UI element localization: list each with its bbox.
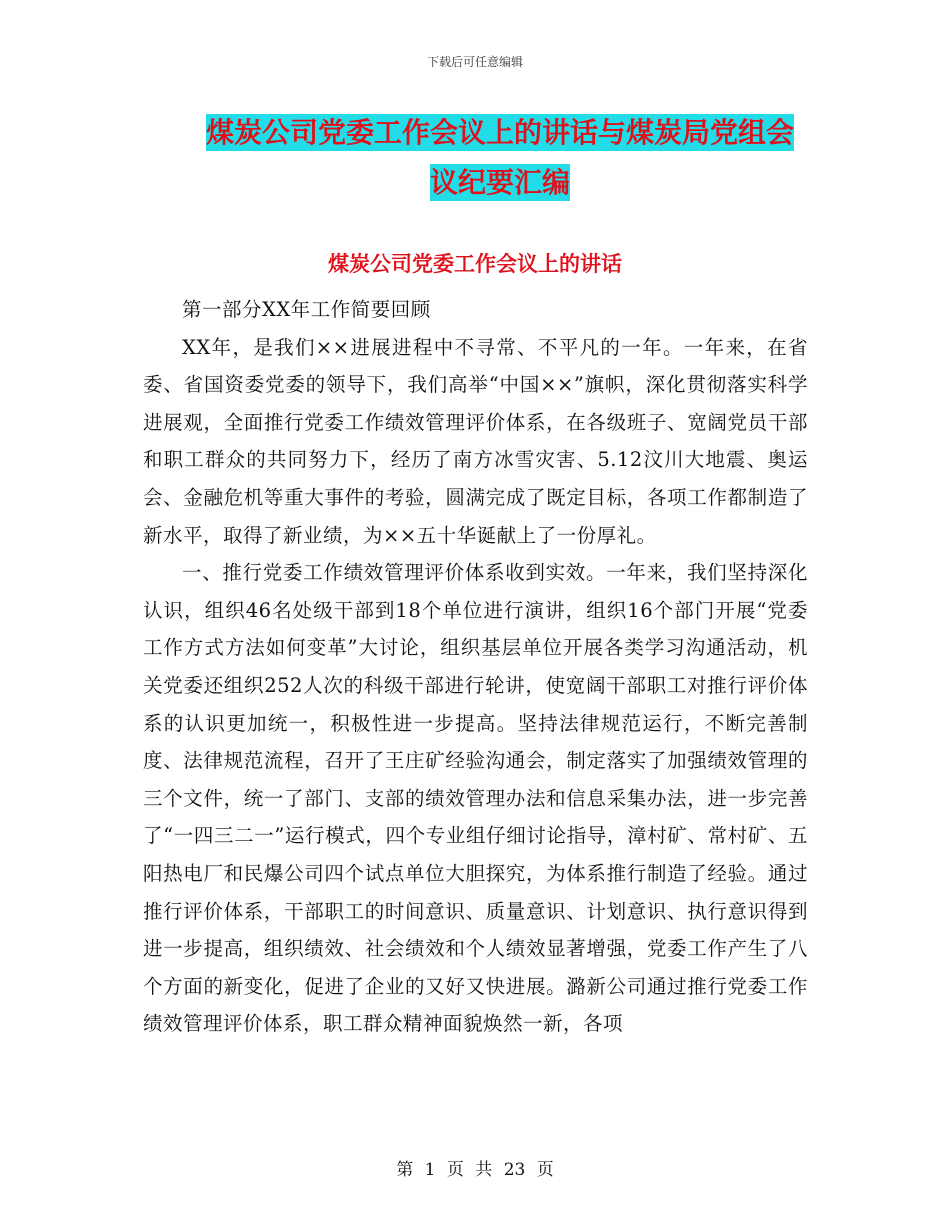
section-title: 煤炭公司党委工作会议上的讲话 xyxy=(328,252,622,276)
body-text xyxy=(143,291,808,1043)
paragraph-heading: 第一部分XX年工作简要回顾 xyxy=(182,298,431,321)
document-title xyxy=(195,108,805,208)
document-title-text: 煤炭公司党委工作会议上的讲话与煤炭局党组会议纪要汇编 xyxy=(205,116,794,199)
page-footer: 第 1 页 共 23 页 xyxy=(396,1160,554,1180)
paragraph: XX年，是我们××进展进程中不寻常、不平凡的一年。一年来，在省委、省国资委党委的领导下，我们高举“中国××”旗帜，深化贯彻落实科学进展观，全面推行党委工作绩效管理评价体系，在各级班子、宽阔党员干部和职工群众的共同努力下，经历了南方冰雪灾害、5.12汶川大地震、奥运会、金融危机等重大事件的考验，圆满完成了既定目标，各项工作都制造了新水平，取得了新业绩，为××五十华诞献上了一份厚礼。 xyxy=(143,335,808,547)
paragraph: 一、推行党委工作绩效管理评价体系收到实效。一年来，我们坚持深化认识，组织46名处级干部到18个单位进行演讲，组织16个部门开展“党委工作方式方法如何变革”大讨论，组织基层单位开展各类学习沟通活动，机关党委还组织252人次的科级干部进行轮讲，使宽阔干部职工对推行评价体系的认识更加统一，积极性进一步提高。坚持法律规范运行，不断完善制度、法律规范流程，召开了王庄矿经验沟通会，制定落实了加强绩效管理的三个文件，统一了部门、支部的绩效管理办法和信息采集办法，进一步完善了“一四三二一”运行模式，四个专业组仔细讨论指导，漳村矿、常村矿、五阳热电厂和民爆公司四个试点单位大胆探究，为体系推行制造了经验。通过推行评价体系，干部职工的时间意识、质量意识、计划意识、执行意识得到进一步提高，组织绩效、社会绩效和个人绩效显著增强，党委工作产生了八个方面的新变化，促进了企业的又好又快进展。潞新公司通过推行党委工作绩效管理评价体系，职工群众精神面貌焕然一新，各项 xyxy=(143,561,808,1036)
header-note: 下载后可任意编辑 xyxy=(426,55,523,69)
